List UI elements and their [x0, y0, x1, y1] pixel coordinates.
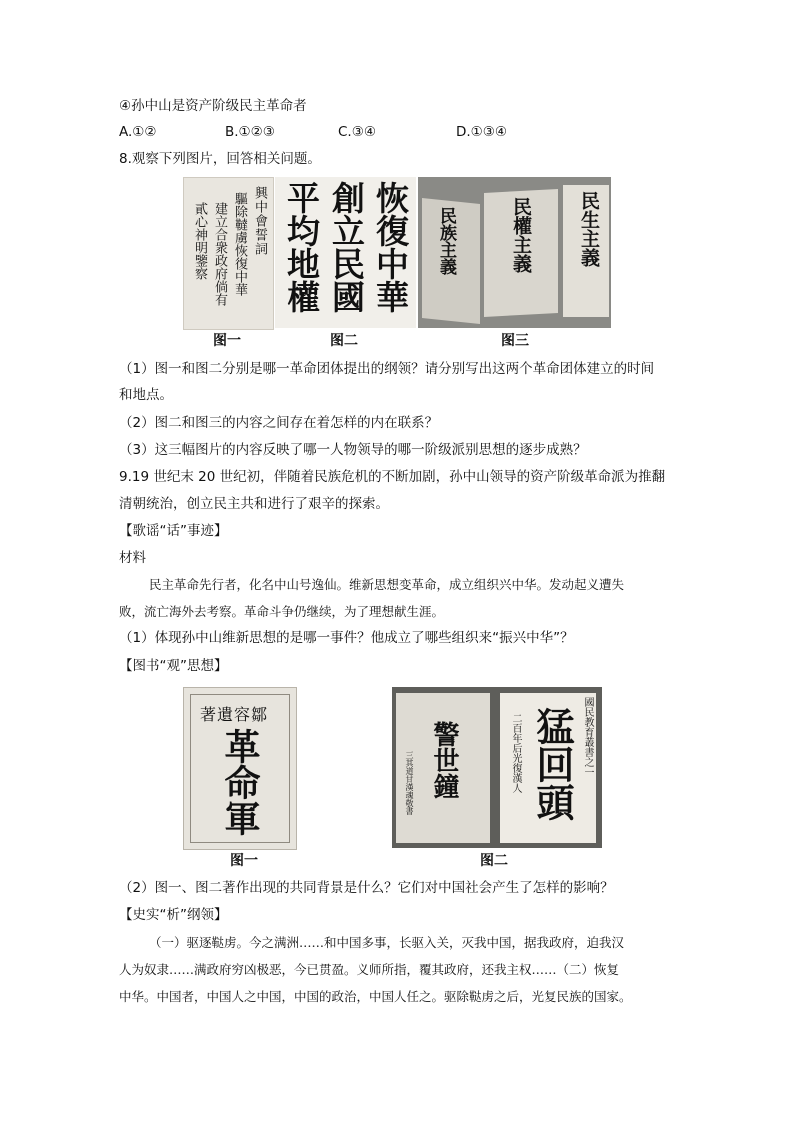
question-8-1-line-2: 和地点。 [119, 387, 173, 403]
figure-3-books-image [418, 177, 611, 328]
option-a: A.①② [119, 124, 157, 140]
right-book-subtitle: 二百年后光復漢人 [510, 713, 521, 793]
figure-1-caption: 图一 [213, 333, 241, 349]
left-book-title: 警世鐘 [429, 721, 459, 799]
figure-1-col-2: 驅除韃虜恢復中華 [232, 192, 247, 296]
figure-2-slogan-image [275, 177, 416, 328]
figure-1-col-3: 建立合衆政府倘有 [212, 202, 227, 306]
book-revolutionary-army-image [183, 687, 297, 850]
question-8-title: 8.观察下列图片，回答相关问题。 [119, 151, 321, 167]
figure-1-oath-image [183, 177, 274, 330]
figure-2-col-2: 創立民國 [327, 181, 366, 313]
question-8-3: （3）这三幅图片的内容反映了哪一人物领导的哪一阶级派别思想的逐步成熟？ [119, 442, 587, 458]
question-8-2: （2）图二和图三的内容之间存在着怎样的内在联系？ [119, 415, 439, 431]
book-title: 革命軍 [219, 728, 261, 836]
book-2-title: 民權主義 [510, 197, 532, 273]
figure-1-col-4: 貳心神明鑒察 [192, 202, 207, 280]
left-book-author: 三其道甘漢魂敬書 [405, 751, 414, 815]
question-9-line-2: 清朝统治，创立民主共和进行了艰辛的探索。 [119, 496, 389, 512]
figure-2-caption: 图二 [330, 333, 358, 349]
option-d: D.①③④ [456, 124, 507, 140]
program-text-line-1: （一）驱逐鞑虏。今之满洲……和中国多事，长驱入关，灭我中国，据我政府，迫我汉 [149, 935, 625, 950]
book-1-title: 民族主義 [436, 207, 456, 275]
program-text-line-3: 中华。中国者，中国人之中国，中国的政治，中国人任之。驱除鞑虏之后，光复民族的国家。 [119, 989, 632, 1004]
book-author-line: 鄒容遺著 [200, 705, 269, 724]
figure-3-caption: 图三 [501, 333, 529, 349]
right-book-series: 國民教育叢書之一 [582, 697, 593, 777]
material-text-line-2: 败，流亡海外去考察。革命斗争仍继续，为了理想献生涯。 [119, 604, 445, 619]
program-text-line-2: 人为奴隶……满政府穷凶极恶，今已贯盈。义师所指，覆其政府，还我主权……（二）恢复 [119, 962, 620, 977]
book-figure-2-caption: 图二 [480, 853, 508, 869]
figure-2-col-3: 平均地權 [282, 181, 321, 313]
section-ballad-heading: 【歌谣“话”事迹】 [119, 523, 228, 539]
question-9-2: （2）图一、图二著作出现的共同背景是什么？它们对中国社会产生了怎样的影响？ [119, 880, 614, 896]
section-books-heading: 【图书“观”思想】 [119, 658, 228, 674]
material-label: 材料 [119, 550, 146, 566]
figure-1-col-1: 興中會誓詞 [252, 186, 267, 256]
figure-2-col-1: 恢復中華 [371, 181, 410, 313]
option-c: C.③④ [338, 124, 376, 140]
books-alarm-bell-image [392, 687, 602, 848]
question-9-1: （1）体现孙中山维新思想的是哪一事件？他成立了哪些组织来“振兴中华”？ [119, 630, 574, 646]
right-book-title: 猛回頭 [530, 707, 575, 821]
book-3-title: 民生主義 [578, 191, 600, 267]
option-4-line: ④孙中山是资产阶级民主革命者 [119, 98, 307, 114]
option-b: B.①②③ [225, 124, 275, 140]
book-figure-1-caption: 图一 [230, 853, 258, 869]
material-text-line-1: 民主革命先行者，化名中山号逸仙。维新思想变革命，成立组织兴中华。发动起义遭失 [149, 577, 625, 592]
question-9-line-1: 9.19 世纪末 20 世纪初，伴随着民族危机的不断加剧，孙中山领导的资产阶级革命派为推翻 [119, 469, 666, 485]
question-8-1-line-1: （1）图一和图二分别是哪一革命团体提出的纲领？请分别写出这两个革命团体建立的时间 [119, 361, 655, 377]
section-program-heading: 【史实“析”纲领】 [119, 907, 228, 923]
